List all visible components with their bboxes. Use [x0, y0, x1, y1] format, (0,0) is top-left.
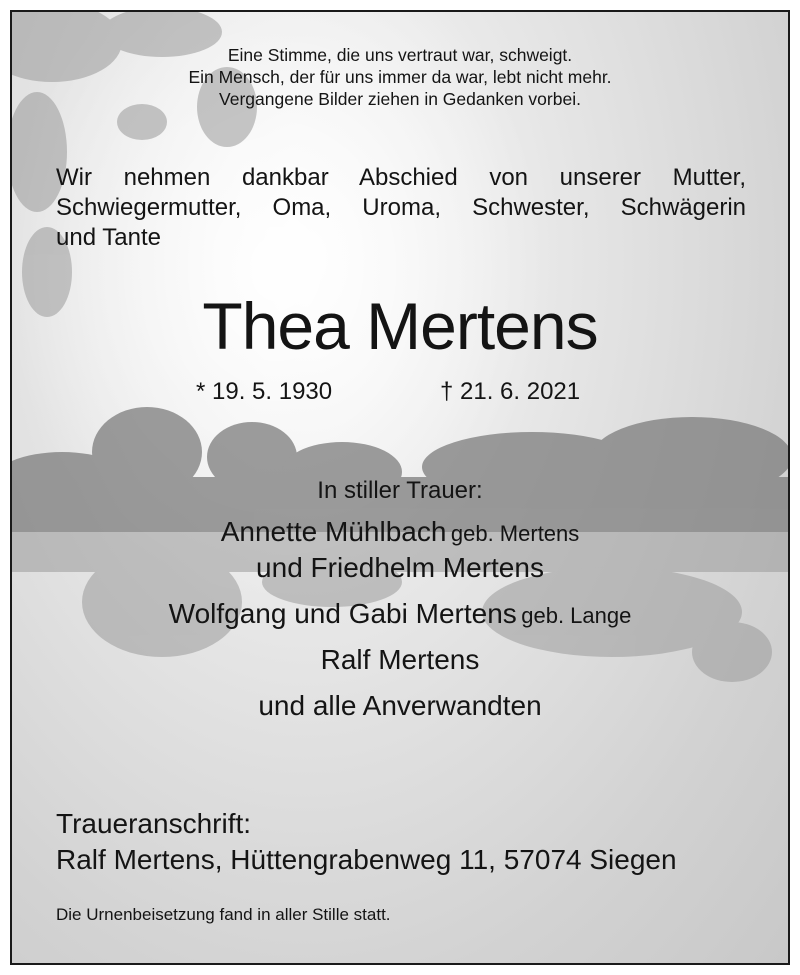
- death-date: † 21. 6. 2021: [440, 378, 581, 405]
- mourner-3-name: Wolfgang und Gabi Mertens: [168, 598, 517, 629]
- mourning-heading: In stiller Trauer:: [317, 477, 483, 504]
- burial-note: Die Urnenbeisetzung fand in aller Stille statt.: [56, 905, 391, 924]
- mourner-3: [12, 598, 788, 630]
- mourner-3-maiden-name: geb. Lange: [521, 603, 632, 628]
- poem-line-2: Ein Mensch, der für uns immer da war, lebt nicht mehr.: [188, 67, 612, 87]
- poem-line-1: Eine Stimme, die uns vertraut war, schweigt.: [227, 45, 573, 65]
- mourner-4: Ralf Mertens: [320, 644, 480, 675]
- mourner-1-maiden-name: geb. Mertens: [450, 521, 580, 546]
- farewell-line-3: und Tante: [56, 224, 161, 251]
- mourner-5: und alle Anverwandten: [258, 690, 542, 721]
- deceased-name: Thea Mertens: [202, 289, 598, 363]
- birth-date: * 19. 5. 1930: [196, 378, 333, 405]
- address-label: Traueranschrift:: [56, 808, 252, 839]
- obituary-notice: [10, 10, 790, 965]
- farewell-line-2: Schwiegermutter, Oma, Uroma, Schwester, Schwägerin: [56, 194, 746, 221]
- farewell-line-1: Wir nehmen dankbar Abschied von unserer Mutter,: [56, 164, 746, 191]
- mourner-2: und Friedhelm Mertens: [256, 552, 544, 583]
- mourner-1-name: Annette Mühlbach: [220, 516, 447, 547]
- farewell-text: [56, 163, 746, 253]
- address-line: Ralf Mertens, Hüttengrabenweg 11, 57074 Siegen: [56, 844, 677, 875]
- mourner-1: [12, 516, 788, 548]
- poem-line-3: Vergangene Bilder ziehen in Gedanken vorbei.: [219, 89, 581, 109]
